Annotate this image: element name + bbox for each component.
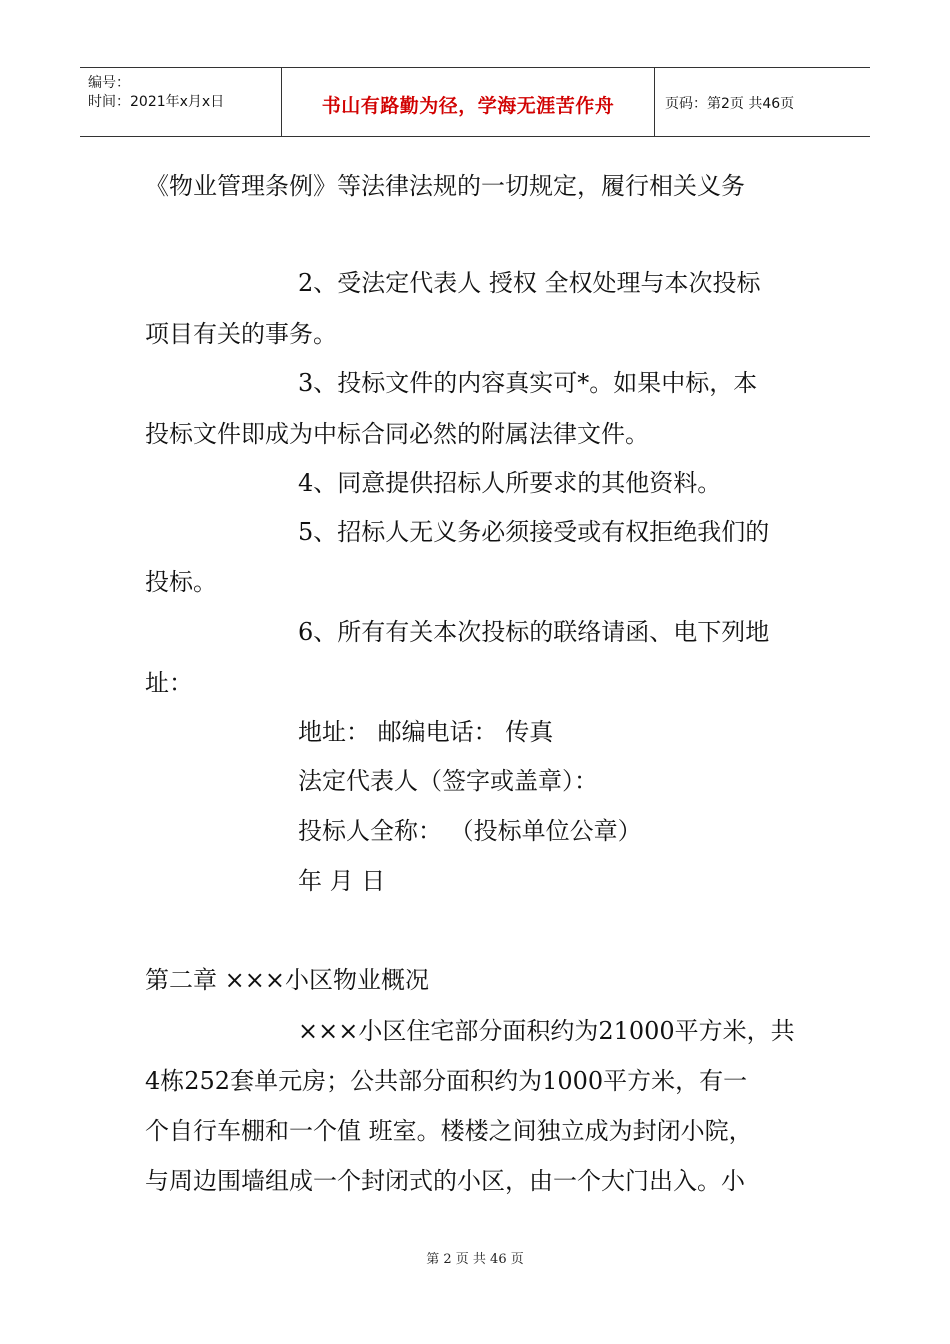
body-line: 年 月 日: [298, 867, 386, 895]
header-meta: [80, 68, 282, 136]
body-line: 与周边围墙组成一个封闭式的小区，由一个大门出入。小: [145, 1167, 745, 1195]
body-line: 地址： 邮编电话： 传真: [298, 718, 554, 746]
body-line: 4、同意提供招标人所要求的其他资料。: [298, 469, 722, 497]
body-line: 6、所有有关本次投标的联络请函、电下列地: [298, 618, 770, 646]
chapter-heading: 第二章 ×××小区物业概况: [145, 966, 429, 994]
body-line: 投标。: [145, 568, 217, 596]
body-line: 4栋252套单元房；公共部分面积约为1000平方米，有一: [145, 1067, 748, 1095]
document-number-label: 编号：: [88, 75, 130, 91]
body-line: ×××小区住宅部分面积约为21000平方米，共: [298, 1017, 795, 1045]
page-footer: 第 2 页 共 46 页: [426, 1252, 524, 1267]
body-line: 3、投标文件的内容真实可*。如果中标，本: [298, 369, 758, 397]
body-line: 2、受法定代表人 授权 全权处理与本次投标: [298, 269, 761, 297]
body-line: 5、招标人无义务必须接受或有权拒绝我们的: [298, 518, 770, 546]
document-time-label: 时间：2021年x月x日: [88, 94, 225, 110]
body-line: 投标文件即成为中标合同必然的附属法律文件。: [145, 420, 649, 448]
header-page-info: 页码：第2页 共46页: [665, 96, 795, 112]
body-line: 个自行车棚和一个值 班室。楼楼之间独立成为封闭小院，: [145, 1117, 753, 1145]
body-line: 《物业管理条例》等法律法规的一切规定，履行相关义务: [145, 172, 745, 200]
body-line: 投标人全称： （投标单位公章）: [298, 817, 642, 845]
body-line: 法定代表人（签字或盖章）：: [298, 767, 598, 795]
body-line: 项目有关的事务。: [145, 320, 337, 348]
page-header: [80, 67, 870, 137]
body-line: 址：: [145, 669, 193, 697]
header-motto: 书山有路勤为径，学海无涯苦作舟: [282, 68, 655, 136]
